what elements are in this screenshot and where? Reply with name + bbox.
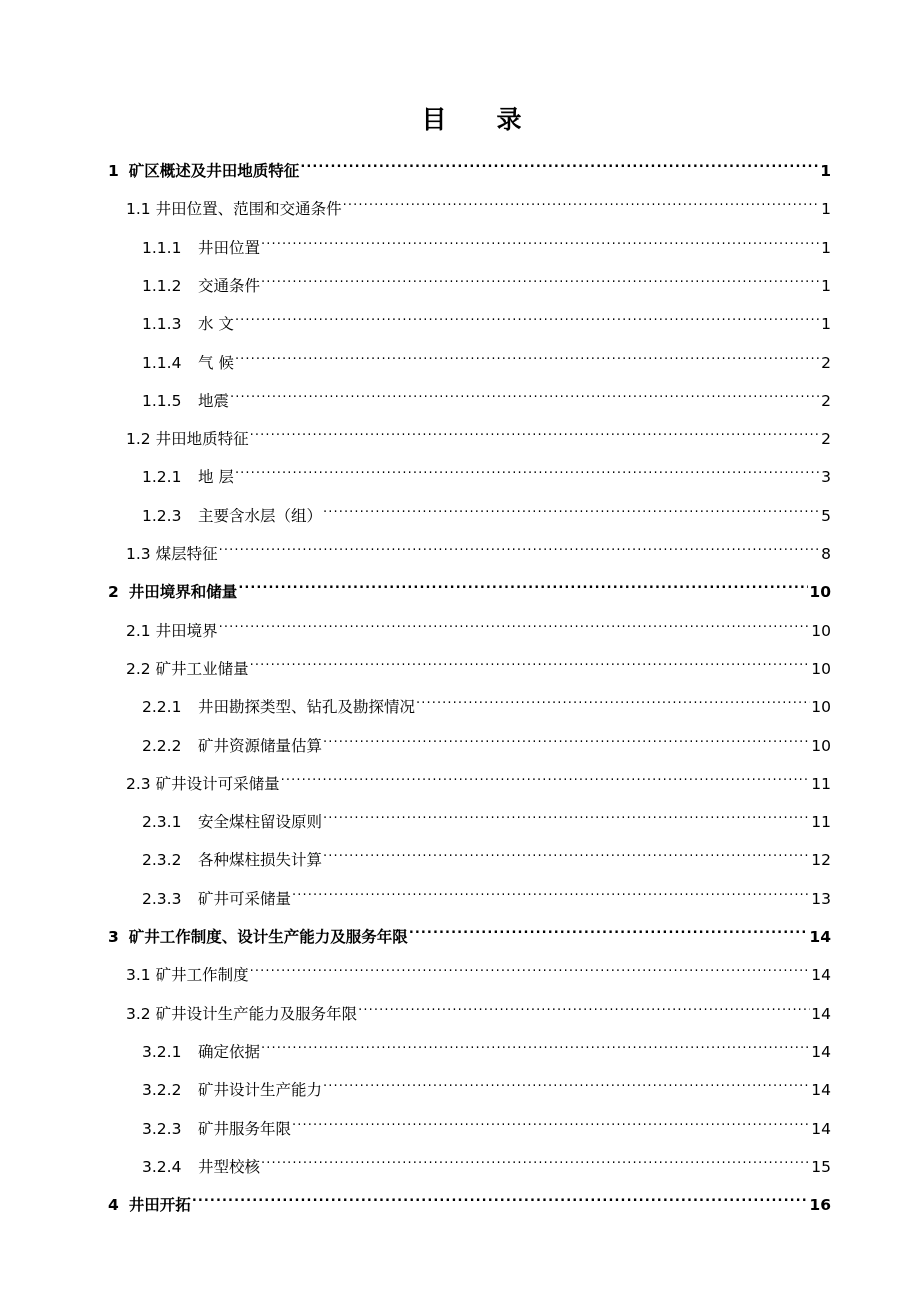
toc-entry[interactable] (142, 839, 831, 869)
toc-entry-page-number: 14 (811, 1043, 831, 1061)
toc-entry-number: 1.1.2 (142, 277, 182, 295)
toc-entry[interactable] (142, 265, 831, 295)
toc-entry-page-number: 16 (809, 1196, 831, 1214)
toc-entry-page-number: 11 (811, 813, 831, 831)
toc-entry-title: 井田境界 (155, 622, 218, 640)
page-title: 目 录 (421, 105, 522, 134)
toc-entry-title: 地震 (198, 392, 230, 410)
toc-dot-leader (261, 227, 820, 253)
toc-entry-number: 1.1.4 (142, 354, 182, 372)
toc-entry-title: 矿井可采储量 (198, 890, 292, 908)
toc-entry-number: 3.2.4 (142, 1158, 182, 1176)
toc-dot-leader (250, 648, 811, 674)
toc-entry-title: 矿井工作制度 (155, 966, 249, 984)
toc-entry-page-number: 14 (811, 1081, 831, 1099)
toc-entry[interactable] (126, 418, 831, 448)
toc-entry[interactable] (142, 380, 831, 410)
toc-entry[interactable] (142, 456, 831, 486)
toc-entry-title: 矿井工业储量 (155, 660, 249, 678)
toc-dot-leader (292, 878, 810, 904)
toc-entry-title: 安全煤柱留设原则 (198, 813, 323, 831)
toc-entry-page-number: 1 (820, 162, 831, 180)
toc-entry-page-number: 1 (821, 315, 831, 333)
toc-entry-number: 2.3.3 (142, 890, 182, 908)
toc-entry-title: 水 文 (198, 315, 234, 333)
toc-dot-leader (250, 954, 811, 980)
toc-entry-page-number: 10 (811, 660, 831, 678)
toc-entry-page-number: 5 (821, 507, 831, 525)
toc-entry-page-number: 14 (809, 928, 831, 946)
toc-entry-page-number: 8 (821, 545, 831, 563)
toc-entry-page-number: 1 (821, 200, 831, 218)
toc-dot-leader (323, 801, 810, 827)
toc-entry-number: 2.2.1 (142, 698, 182, 716)
toc-entry-number: 1.1.3 (142, 315, 182, 333)
toc-entry[interactable] (142, 801, 831, 831)
toc-entry-page-number: 13 (811, 890, 831, 908)
toc-entry-title: 确定依据 (198, 1043, 261, 1061)
toc-entry[interactable] (142, 725, 831, 755)
toc-entry[interactable] (108, 150, 831, 180)
toc-dot-leader (261, 1031, 810, 1057)
toc-dot-leader (300, 150, 819, 176)
toc-dot-leader (323, 725, 810, 751)
toc-entry-title: 井田开拓 (128, 1196, 191, 1214)
toc-entry[interactable] (126, 610, 831, 640)
toc-entry-page-number: 1 (821, 277, 831, 295)
toc-entry-page-number: 14 (811, 1120, 831, 1138)
toc-entry[interactable] (108, 571, 831, 601)
toc-entry[interactable] (142, 342, 831, 372)
toc-dot-leader (235, 456, 820, 482)
toc-entry[interactable] (142, 495, 831, 525)
toc-dot-leader (261, 1146, 810, 1172)
toc-entry-title: 煤层特征 (155, 545, 218, 563)
toc-dot-leader (238, 571, 808, 597)
toc-dot-leader (235, 342, 820, 368)
toc-entry[interactable] (126, 993, 831, 1023)
toc-entry-number: 2 (108, 583, 119, 601)
toc-entry-number: 2.3.1 (142, 813, 182, 831)
toc-entry-number: 1.2.1 (142, 468, 182, 486)
toc-entry-title: 矿井资源储量估算 (198, 737, 323, 755)
toc-entry-page-number: 10 (811, 737, 831, 755)
toc-dot-leader (230, 380, 820, 406)
toc-entry[interactable] (126, 763, 831, 793)
toc-dot-leader (250, 418, 820, 444)
toc-entry-page-number: 10 (809, 583, 831, 601)
toc-dot-leader (323, 1069, 810, 1095)
toc-entry-page-number: 15 (811, 1158, 831, 1176)
toc-dot-leader (409, 916, 809, 942)
toc-entry-page-number: 2 (821, 354, 831, 372)
toc-dot-leader (343, 188, 820, 214)
toc-entry-number: 1.1.1 (142, 239, 182, 257)
toc-entry[interactable] (126, 954, 831, 984)
toc-entry-title: 各种煤柱损失计算 (198, 851, 323, 869)
toc-entry-number: 2.2 (126, 660, 151, 678)
toc-entry-number: 1.3 (126, 545, 151, 563)
toc-entry-number: 3.1 (126, 966, 151, 984)
toc-entry-number: 1.2.3 (142, 507, 182, 525)
toc-entry-title: 矿井设计可采储量 (155, 775, 280, 793)
toc-entry-number: 1.1 (126, 200, 151, 218)
toc-entry-number: 4 (108, 1196, 119, 1214)
toc-entry-number: 3.2.2 (142, 1081, 182, 1099)
toc-entry-page-number: 14 (811, 966, 831, 984)
toc-entry[interactable] (126, 648, 831, 678)
toc-entry-number: 1.2 (126, 430, 151, 448)
toc-entry[interactable] (126, 188, 831, 218)
toc-entry-number: 3.2.3 (142, 1120, 182, 1138)
toc-entry-number: 2.2.2 (142, 737, 182, 755)
toc-dot-leader (323, 839, 810, 865)
toc-entry-page-number: 14 (811, 1005, 831, 1023)
toc-entry[interactable] (108, 1184, 831, 1214)
toc-entry-title: 井田位置、范围和交通条件 (155, 200, 342, 218)
toc-entry[interactable] (142, 1108, 831, 1138)
toc-entry[interactable] (126, 533, 831, 563)
toc-entry[interactable] (142, 1146, 831, 1176)
toc-entry-title: 交通条件 (198, 277, 261, 295)
toc-entry-number: 2.3.2 (142, 851, 182, 869)
toc-entry-title: 矿井设计生产能力 (198, 1081, 323, 1099)
toc-entry-title: 井田勘探类型、钻孔及勘探情况 (198, 698, 416, 716)
toc-entry-title: 气 候 (198, 354, 234, 372)
toc-entry-page-number: 1 (821, 239, 831, 257)
toc-entry-title: 矿井工作制度、设计生产能力及服务年限 (128, 928, 408, 946)
toc-entry-number: 1 (108, 162, 119, 180)
toc-entry-page-number: 3 (821, 468, 831, 486)
toc-entry[interactable] (108, 916, 831, 946)
toc-entry-title: 矿区概述及井田地质特征 (128, 162, 300, 180)
toc-entry-page-number: 12 (811, 851, 831, 869)
toc-entry-number: 3.2.1 (142, 1043, 182, 1061)
toc-entry[interactable] (142, 686, 831, 716)
toc-dot-leader (416, 686, 810, 712)
toc-entry[interactable] (142, 1069, 831, 1099)
toc-dot-leader (219, 533, 820, 559)
toc-entry-title: 矿井服务年限 (198, 1120, 292, 1138)
toc-entry-title: 井田位置 (198, 239, 261, 257)
toc-dot-leader (323, 495, 820, 521)
toc-entry-number: 2.1 (126, 622, 151, 640)
toc-dot-leader (292, 1108, 810, 1134)
toc-entry-title: 主要含水层（组） (198, 507, 323, 525)
toc-entry-page-number: 2 (821, 430, 831, 448)
toc-entry-page-number: 10 (811, 622, 831, 640)
toc-dot-leader (192, 1184, 809, 1210)
toc-dot-leader (261, 265, 820, 291)
toc-entry[interactable] (142, 878, 831, 908)
toc-entry-title: 地 层 (198, 468, 234, 486)
toc-dot-leader (358, 993, 810, 1019)
toc-entry-title: 井型校核 (198, 1158, 261, 1176)
toc-dot-leader (281, 763, 811, 789)
toc-entry[interactable] (142, 303, 831, 333)
toc-entry-number: 2.3 (126, 775, 151, 793)
toc-entry-page-number: 2 (821, 392, 831, 410)
toc-entry-page-number: 10 (811, 698, 831, 716)
toc-entry-number: 3.2 (126, 1005, 151, 1023)
toc-entry[interactable] (142, 227, 831, 257)
toc-dot-leader (235, 303, 820, 329)
toc-entry-title: 井田地质特征 (155, 430, 249, 448)
toc-entry-title: 井田境界和储量 (128, 583, 238, 601)
toc-entry-number: 1.1.5 (142, 392, 182, 410)
toc-entry[interactable] (142, 1031, 831, 1061)
toc-entry-number: 3 (108, 928, 119, 946)
toc-dot-leader (219, 610, 811, 636)
toc-entry-page-number: 11 (811, 775, 831, 793)
toc-entry-title: 矿井设计生产能力及服务年限 (155, 1005, 358, 1023)
